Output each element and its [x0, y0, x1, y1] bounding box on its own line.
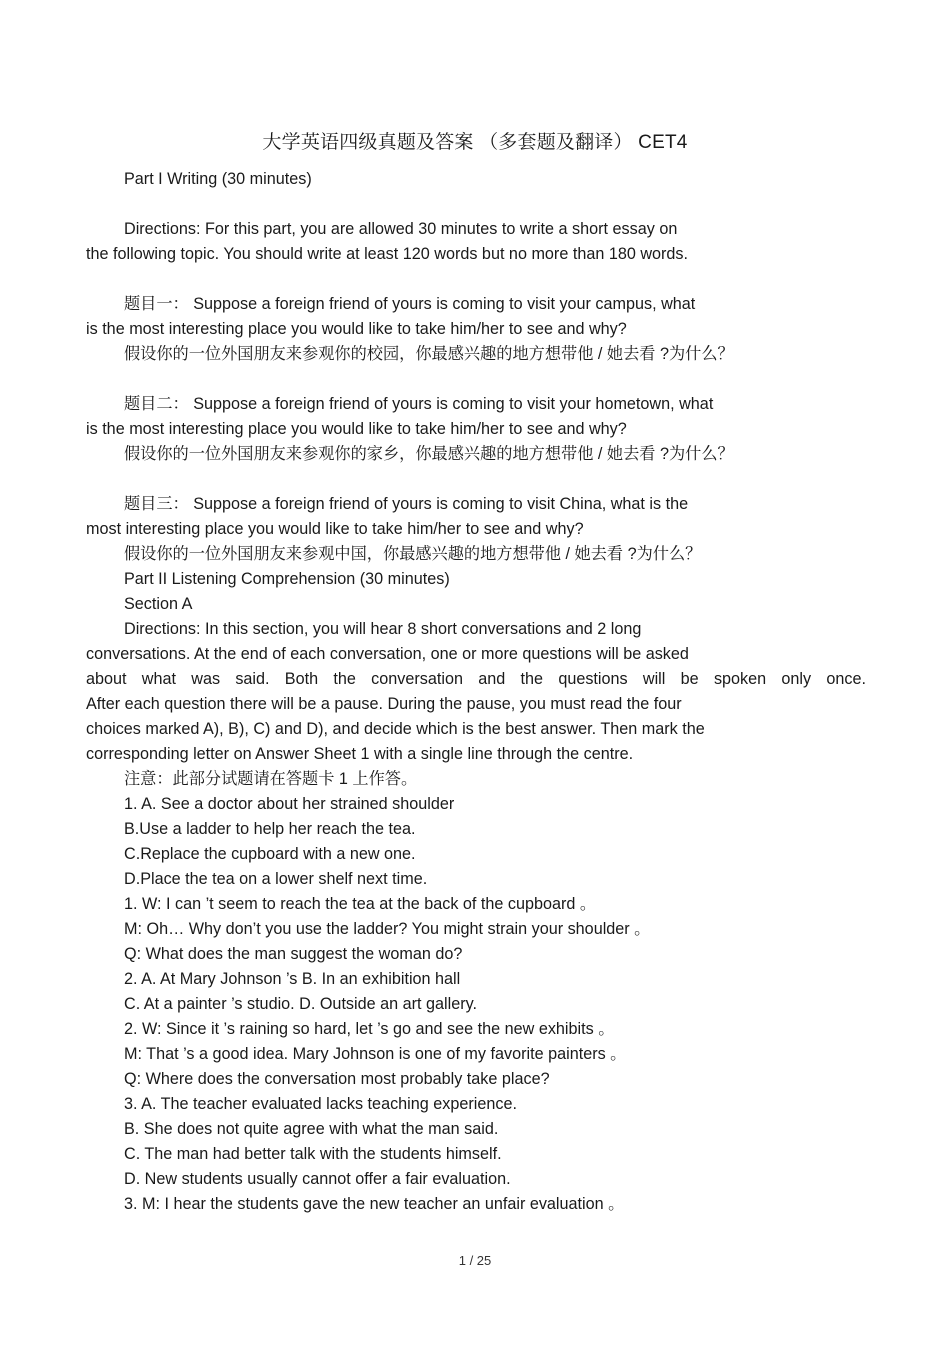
document-body: [86, 167, 866, 1217]
topic1-line: is the most interesting place you would like to take him/her to see and why?: [86, 320, 627, 338]
part2-heading: Part II Listening Comprehension (30 minutes): [124, 570, 450, 588]
section-a-heading: Section A: [124, 595, 193, 613]
question-line: 3. A. The teacher evaluated lacks teaching experience.: [124, 1095, 517, 1113]
question-line: 1. A. See a doctor about her strained shoulder: [124, 795, 455, 813]
part1-directions-line: the following topic. You should write at least 120 words but no more than 180 words.: [86, 245, 689, 263]
question-line: Q: What does the man suggest the woman do?: [124, 945, 463, 963]
topic3-line: most interesting place you would like to take him/her to see and why?: [86, 520, 584, 538]
topic3-line: 题目三： Suppose a foreign friend of yours is coming to visit China, what is the: [124, 495, 689, 513]
part2-directions-line: Directions: In this section, you will hear 8 short conversations and 2 long: [124, 620, 642, 638]
question-line: B.Use a ladder to help her reach the tea.: [124, 820, 416, 838]
part2-directions-line: corresponding letter on Answer Sheet 1 with a single line through the centre.: [86, 745, 634, 763]
answer-sheet-note: 注意：此部分试题请在答题卡 1 上作答。: [124, 770, 418, 788]
part2-directions-line: conversations. At the end of each conversation, one or more questions will be asked: [86, 645, 689, 663]
question-line: 3. M: I hear the students gave the new teacher an unfair evaluation 。: [124, 1195, 625, 1213]
question-line: M: That ’s a good idea. Mary Johnson is one of my favorite painters 。: [124, 1045, 627, 1063]
question-line: 1. W: I can ’t seem to reach the tea at the back of the cupboard 。: [124, 895, 597, 913]
question-line: C. At a painter ’s studio. D. Outside an art gallery.: [124, 995, 478, 1013]
question-line: C. The man had better talk with the students himself.: [124, 1145, 502, 1163]
document-title: 大学英语四级真题及答案 （多套题及翻译） CET4: [262, 132, 688, 153]
topic1-line: 题目一： Suppose a foreign friend of yours is coming to visit your campus, what: [124, 295, 696, 313]
question-line: 2. A. At Mary Johnson ’s B. In an exhibition hall: [124, 970, 461, 988]
part2-directions-line: about what was said. Both the conversation and the questions will be spoken only once.: [86, 670, 866, 688]
part2-directions-line: After each question there will be a pause. During the pause, you must read the four: [86, 695, 682, 713]
topic1-chinese: 假设你的一位外国朋友来参观你的校园，你最感兴趣的地方想带他 / 她去看 ?为什么？: [124, 345, 734, 363]
question-line: D.Place the tea on a lower shelf next time.: [124, 870, 428, 888]
part1-directions-line: Directions: For this part, you are allowed 30 minutes to write a short essay on: [124, 220, 678, 238]
topic2-chinese: 假设你的一位外国朋友来参观你的家乡，你最感兴趣的地方想带他 / 她去看 ?为什么？: [124, 445, 734, 463]
question-line: D. New students usually cannot offer a fair evaluation.: [124, 1170, 511, 1188]
question-line: M: Oh… Why don’t you use the ladder? You might strain your shoulder 。: [124, 920, 651, 938]
part2-directions-line: choices marked A), B), C) and D), and decide which is the best answer. Then mark the: [86, 720, 705, 738]
question-line: 2. W: Since it ’s raining so hard, let ’s go and see the new exhibits 。: [124, 1020, 615, 1038]
question-line: B. She does not quite agree with what the man said.: [124, 1120, 499, 1138]
topic2-line: 题目二： Suppose a foreign friend of yours is coming to visit your hometown, what: [124, 395, 714, 413]
topic2-line: is the most interesting place you would like to take him/her to see and why?: [86, 420, 627, 438]
question-line: C.Replace the cupboard with a new one.: [124, 845, 416, 863]
topic3-chinese: 假设你的一位外国朋友来参观中国，你最感兴趣的地方想带他 / 她去看 ?为什么？: [124, 545, 702, 563]
part1-heading: Part I Writing (30 minutes): [124, 170, 312, 188]
question-line: Q: Where does the conversation most probably take place?: [124, 1070, 550, 1088]
page-number: 1 / 25: [458, 1253, 492, 1268]
